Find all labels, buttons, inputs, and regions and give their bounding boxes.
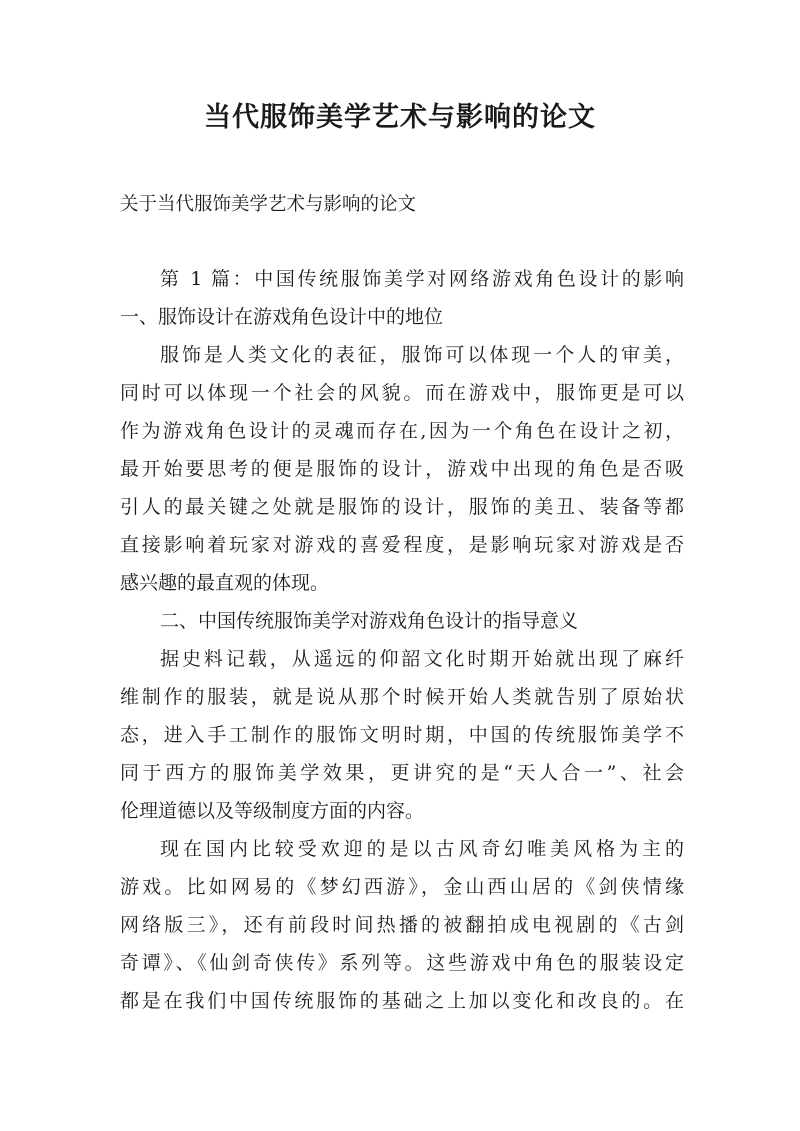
text-line: 同时可以体现一个社会的风貌。而在游戏中，服饰更是可以	[120, 382, 684, 404]
text-line: 服饰是人类文化的表征，服饰可以体现一个人的审美，	[160, 344, 684, 366]
text-line: 奇谭》、《仙剑奇侠传》系列等。这些游戏中角色的服装设定	[120, 952, 684, 974]
text-line: 最开始要思考的便是服饰的设计，游戏中出现的角色是否吸	[120, 458, 684, 480]
text-line: 网络版三》，还有前段时间热播的被翻拍成电视剧的《古剑	[120, 914, 684, 936]
text-line: 一、服饰设计在游戏角色设计中的地位	[120, 306, 444, 328]
document-subtitle: 关于当代服饰美学艺术与影响的论文	[120, 194, 417, 215]
text-line: 维制作的服装，就是说从那个时候开始人类就告别了原始状	[120, 686, 684, 708]
text-line: 游戏。比如网易的《梦幻西游》，金山西山居的《剑侠情缘	[120, 876, 684, 898]
document-body	[120, 260, 684, 1020]
text-line: 作为游戏角色设计的灵魂而存在,因为一个角色在设计之初，	[120, 420, 684, 442]
text-line: 伦理道德以及等级制度方面的内容。	[120, 800, 425, 822]
text-line: 第 1 篇：中国传统服饰美学对网络游戏角色设计的影响	[160, 268, 684, 290]
text-line: 据史料记载，从遥远的仰韶文化时期开始就出现了麻纤	[160, 648, 684, 670]
text-line: 现在国内比较受欢迎的是以古风奇幻唯美风格为主的	[160, 838, 684, 860]
text-line: 都是在我们中国传统服饰的基础之上加以变化和改良的。在	[120, 990, 684, 1012]
text-line: 二、中国传统服饰美学对游戏角色设计的指导意义	[160, 610, 579, 632]
text-line: 同于西方的服饰美学效果，更讲究的是“天人合一”、社会	[120, 762, 684, 784]
document-title: 当代服饰美学艺术与影响的论文	[204, 102, 596, 133]
text-line: 引人的最关键之处就是服饰的设计，服饰的美丑、装备等都	[120, 496, 684, 518]
text-line: 感兴趣的最直观的体现。	[120, 572, 330, 594]
text-line: 态，进入手工制作的服饰文明时期，中国的传统服饰美学不	[120, 724, 684, 746]
text-line: 直接影响着玩家对游戏的喜爱程度，是影响玩家对游戏是否	[120, 534, 684, 556]
